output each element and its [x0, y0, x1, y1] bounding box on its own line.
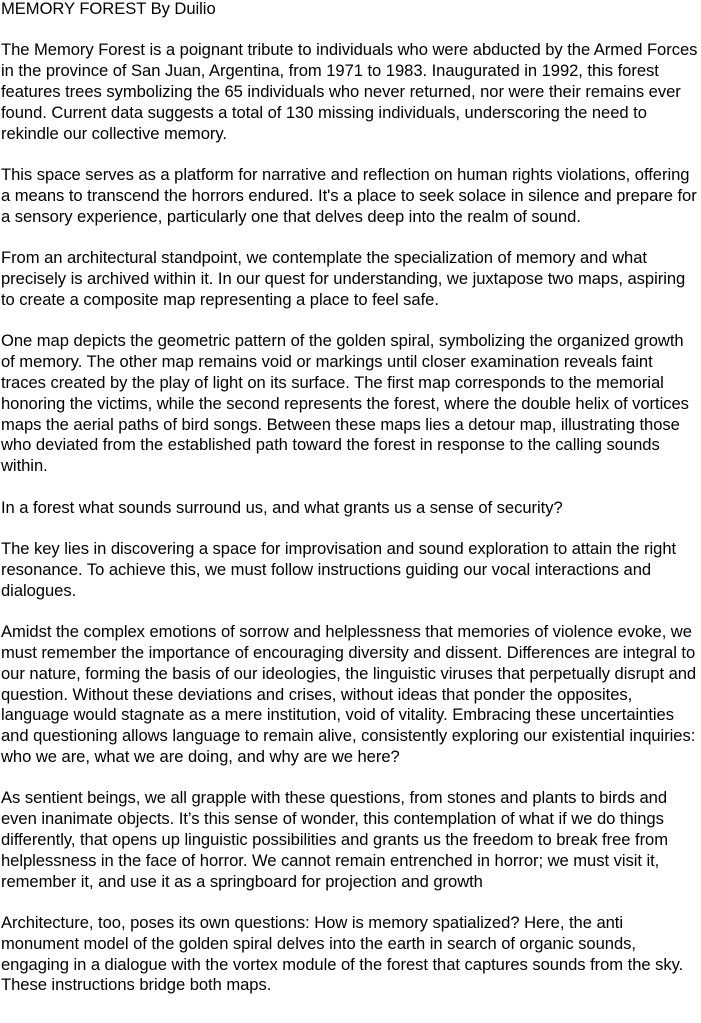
paragraph-sentient: As sentient beings, we all grapple with these questions, from stones and plants to birds and even inanimate objects. It’s this sense of wonder, this contemplation of what if we do things differently, that opens up linguistic possibilities and grants us the freedom to break free from helplessness in the face of horror. We cannot remain entrenched in horror; we must visit it, remember it, and use it as a springboard for projection and growth: [1, 788, 668, 891]
paragraph-emotions: Amidst the complex emotions of sorrow and helplessness that memories of violence evoke, we must remember the importance of encouraging diversity and dissent. Differences are integral to our nature, forming the basis of our ideologies, the linguistic viruses that perpetually disrupt and question. Without these deviations and crises, without ideas that ponder the opposites, language would stagnate as a mere institution, void of vitality. Embracing these uncertainties and questioning allows language to remain alive, consistently exploring our existential inquiries: who we are, what we are doing, and why are we here?: [1, 622, 697, 766]
paragraph-space: This space serves as a platform for narrative and reflection on human rights violations, offering a means to transcend the horrors endured. It's a place to seek solace in silence and prepare for a sensory experience, particularly one that delves deep into the realm of sound.: [1, 165, 697, 226]
paragraph-maps: One map depicts the geometric pattern of the golden spiral, symbolizing the organized growth of memory. The other map remains void or markings until closer examination reveals faint traces created by the play of light on its surface. The first map corresponds to the memorial honoring the victims, while the second represents the forest, where the double helix of vortices maps the aerial paths of bird songs. Between these maps lies a detour map, illustrating those who deviated from the established path toward the forest in response to the calling sounds within.: [1, 331, 689, 476]
paragraph-architecture: From an architectural standpoint, we contemplate the specialization of memory and what precisely is archived within it. In our quest for understanding, we juxtapose two maps, aspiring to create a composite map representing a place to feel safe.: [1, 248, 686, 309]
paragraph-question: In a forest what sounds surround us, and what grants us a sense of security?: [1, 497, 563, 517]
paragraph-key: The key lies in discovering a space for improvisation and sound exploration to attain the right resonance. To achieve this, we must follow instructions guiding our vocal interactions and dialogues.: [1, 539, 677, 600]
paragraph-spatialized: Architecture, too, poses its own questions: How is memory spatialized? Here, the anti monument model of the golden spiral delves into the earth in search of organic sounds, engaging in a dialogue with the vortex module of the forest that captures sounds from the sky. These instructions bridge both maps.: [1, 913, 684, 995]
document-title: MEMORY FOREST By Duilio: [1, 0, 216, 18]
paragraph-intro: The Memory Forest is a poignant tribute to individuals who were abducted by the Armed Forces in the province of San Juan, Argentina, from 1971 to 1983. Inaugurated in 1992, this forest features trees symbolizing the 65 individuals who never returned, nor were their remains ever found. Current data suggests a total of 130 missing individuals, underscoring the need to rekindle our collective memory.: [1, 40, 698, 143]
